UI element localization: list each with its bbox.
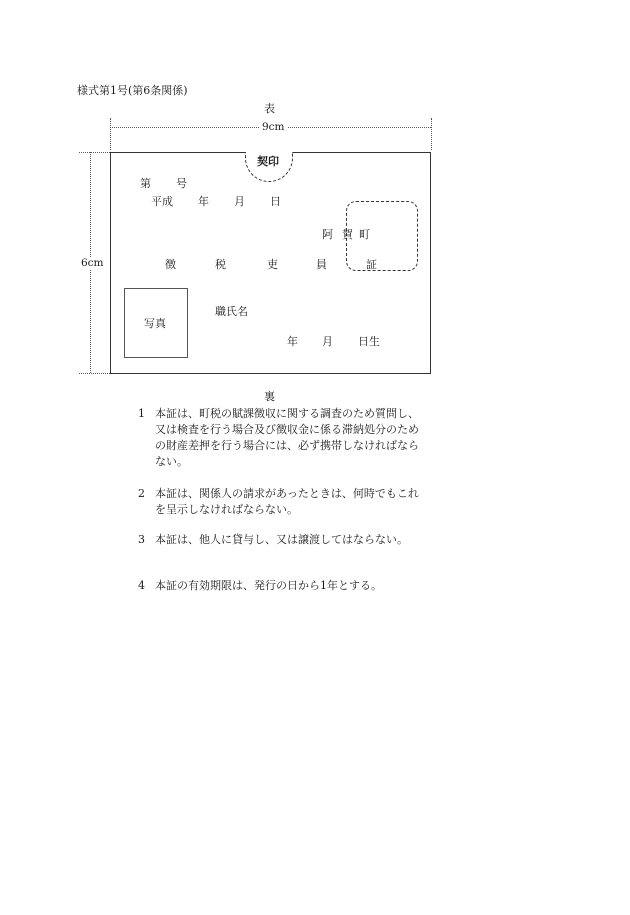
date-year: 年 [198,195,209,208]
item-text: 本証は、他人に貸与し、又は譲渡してはならない。 [155,533,408,546]
birth-year: 年 [287,335,298,348]
form-title: 様式第1号(第6条関係) [77,84,188,97]
name-label: 職氏名 [215,305,248,318]
role-char-1: 徴 [165,258,176,271]
date-era: 平成 [151,195,173,208]
height-label: 6cm [81,257,104,269]
item-text: 本証は、町税の賦課徴収に関する調査のため質問し、又は検査を行う場合及び徴収金に係る滞納処分のための財産差押を行う場合には、必ず携帯しなければならない。 [155,407,419,468]
date-month: 月 [234,195,245,208]
width-label: 9cm [262,121,285,133]
role-char-4: 員 [316,258,327,271]
item-number: 1 [138,407,145,420]
front-side-label: 表 [264,102,275,115]
height-guide-top [79,152,110,153]
seal-label: 契印 [257,155,279,168]
back-side-label: 裏 [264,390,275,403]
number-dai: 第 [140,177,151,190]
item-text: 本証の有効期限は、発行の日から1年とする。 [155,579,382,592]
role-char-5: 証 [366,258,377,271]
item-number: 4 [138,579,145,592]
width-guide-left [110,118,111,150]
number-go: 号 [176,177,187,190]
birth-day: 日生 [358,335,380,348]
width-guide-right [431,118,432,150]
town-char-2: 賀 [342,228,353,241]
photo-label: 写真 [144,317,166,330]
height-guide-bottom [79,373,110,374]
item-number: 3 [138,533,145,546]
town-char-1: 阿 [322,228,333,241]
role-char-3: 吏 [267,258,278,271]
item-text: 本証は、関係人の請求があったときは、何時でもこれを呈示しなければならない。 [155,487,419,516]
item-number: 2 [138,487,145,500]
role-char-2: 税 [215,258,226,271]
stamp-area [346,201,418,271]
birth-month: 月 [322,335,333,348]
date-day: 日 [270,195,281,208]
town-char-3: 町 [359,228,370,241]
